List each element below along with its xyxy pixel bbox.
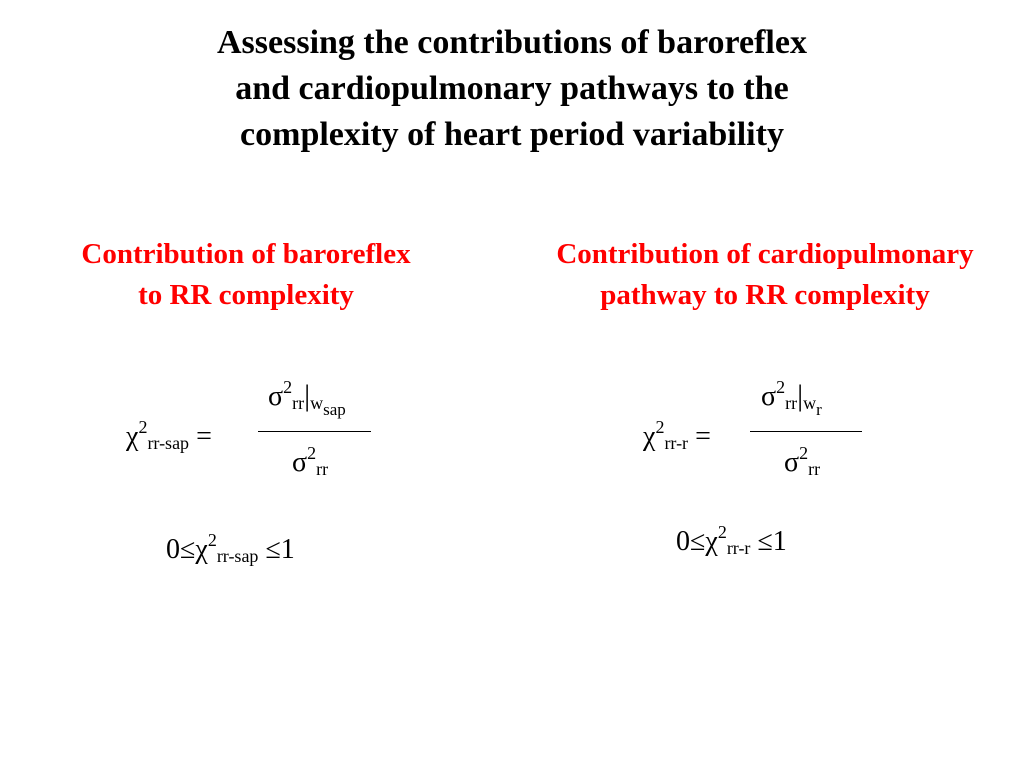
- equals-sign: =: [196, 421, 212, 452]
- denominator-exponent: 2: [799, 443, 809, 463]
- cardiopulmonary-heading-line-1: Contribution of cardiopulmonary: [556, 238, 974, 270]
- lower-bound: 0≤: [166, 534, 196, 565]
- chi-symbol: χ: [126, 421, 139, 452]
- cardiopulmonary-heading-line-2: pathway to RR complexity: [600, 279, 930, 311]
- conditional-bar: |: [797, 379, 804, 412]
- denominator-exponent: 2: [307, 443, 317, 463]
- lhs-subscript: rr-r: [664, 433, 689, 453]
- bound-subscript: rr-r: [726, 538, 751, 558]
- baroreflex-denominator: [292, 443, 329, 479]
- sigma-symbol: σ: [268, 381, 284, 412]
- baroreflex-bound: [166, 530, 295, 566]
- baroreflex-heading: [44, 234, 448, 316]
- baroreflex-heading-line-1: Contribution of baroreflex: [81, 238, 411, 270]
- baroreflex-lhs: [126, 417, 212, 453]
- denominator-subscript: rr: [316, 459, 329, 479]
- chi-symbol: χ: [195, 534, 208, 565]
- bound-exponent: 2: [207, 530, 217, 550]
- title-line-3: complexity of heart period variability: [240, 116, 784, 153]
- cardiopulmonary-heading: [512, 234, 1018, 316]
- numerator-subscript: rr: [292, 393, 305, 413]
- baroreflex-fraction-line: [258, 431, 371, 432]
- lhs-exponent: 2: [138, 417, 148, 437]
- cardiopulmonary-denominator: [784, 443, 821, 479]
- cardiopulmonary-bound: [676, 522, 787, 558]
- w-subscript: sap: [323, 400, 346, 419]
- bound-exponent: 2: [717, 522, 727, 542]
- conditional-bar: |: [304, 379, 311, 412]
- denominator-subscript: rr: [808, 459, 821, 479]
- w-symbol: w: [803, 393, 817, 413]
- baroreflex-numerator: [268, 377, 346, 419]
- cardiopulmonary-lhs: [643, 417, 711, 453]
- upper-bound: ≤1: [750, 526, 787, 557]
- upper-bound: ≤1: [258, 534, 295, 565]
- sigma-symbol: σ: [292, 447, 308, 478]
- numerator-exponent: 2: [283, 377, 293, 397]
- lhs-exponent: 2: [655, 417, 665, 437]
- numerator-exponent: 2: [776, 377, 786, 397]
- lhs-subscript: rr-sap: [147, 433, 190, 453]
- w-subscript: r: [816, 400, 822, 419]
- title-line-2: and cardiopulmonary pathways to the: [235, 70, 789, 107]
- sigma-symbol: σ: [784, 447, 800, 478]
- equals-sign: =: [695, 421, 711, 452]
- cardiopulmonary-numerator: [761, 377, 822, 419]
- slide-title: [0, 20, 1024, 158]
- title-line-1: Assessing the contributions of baroreflex: [217, 24, 807, 61]
- bound-subscript: rr-sap: [216, 546, 259, 566]
- sigma-symbol: σ: [761, 381, 777, 412]
- numerator-subscript: rr: [785, 393, 798, 413]
- chi-symbol: χ: [643, 421, 656, 452]
- lower-bound: 0≤: [676, 526, 706, 557]
- baroreflex-heading-line-2: to RR complexity: [138, 279, 354, 311]
- chi-symbol: χ: [705, 526, 718, 557]
- w-symbol: w: [310, 393, 324, 413]
- cardiopulmonary-fraction-line: [750, 431, 862, 432]
